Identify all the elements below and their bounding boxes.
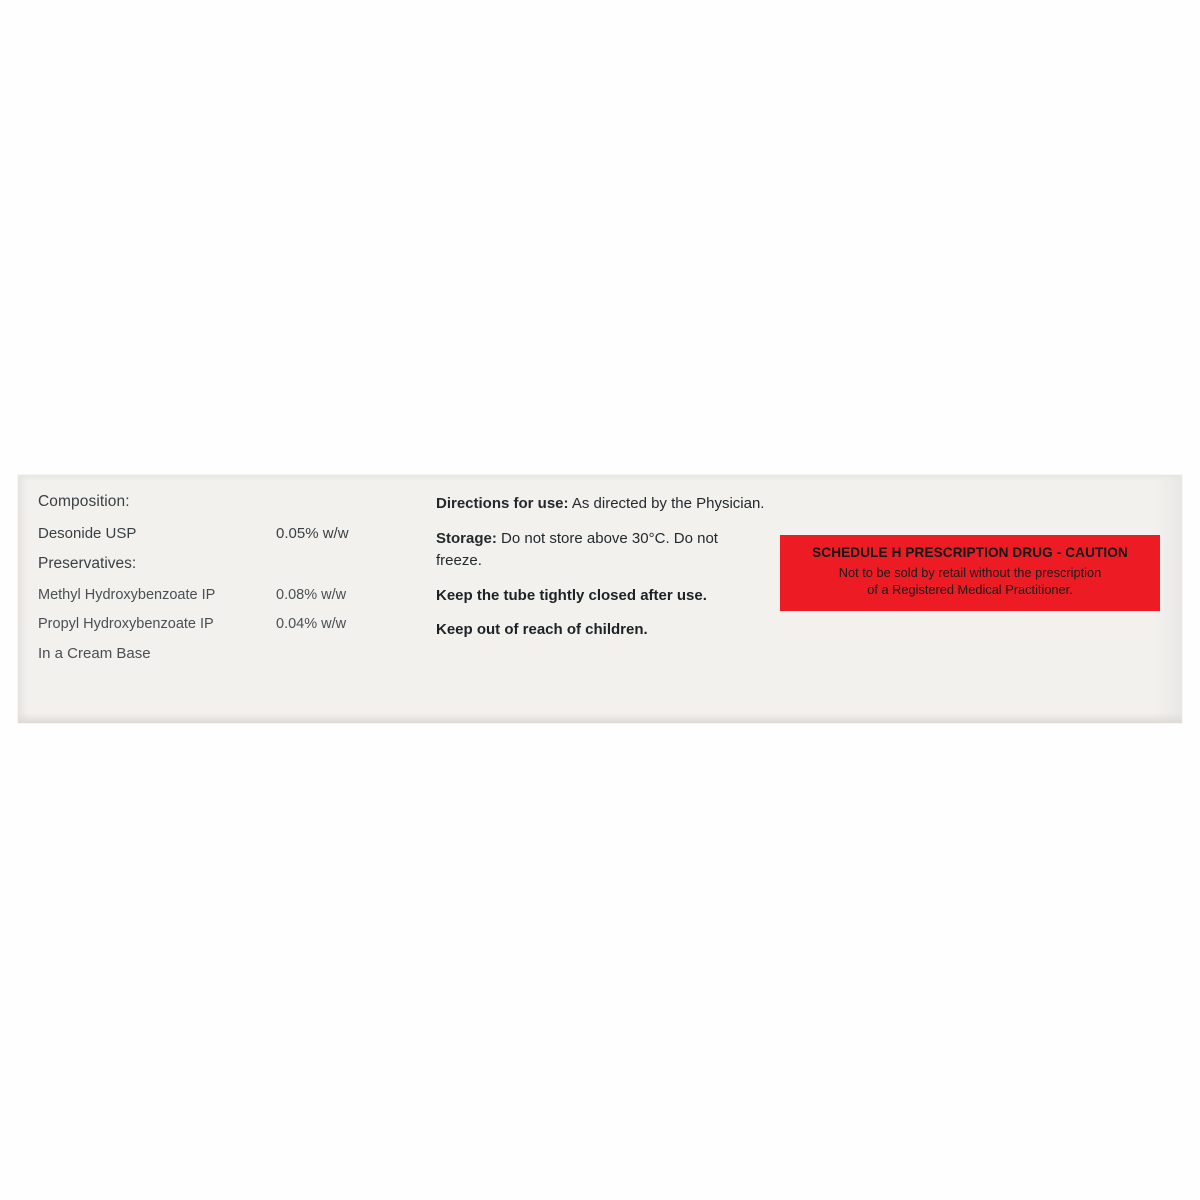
carton-side-panel <box>18 475 1182 723</box>
storage-instructions <box>436 528 766 571</box>
composition-heading: Composition: <box>38 493 130 510</box>
panel-shade-left <box>18 475 28 723</box>
composition-row <box>38 587 418 603</box>
storage-label: Storage: <box>436 530 497 548</box>
composition-section <box>38 493 418 662</box>
composition-row <box>38 616 418 632</box>
cream-base-text: In a Cream Base <box>38 645 151 662</box>
preservative-name: Propyl Hydroxybenzoate IP <box>38 616 214 632</box>
preservative-name: Methyl Hydroxybenzoate IP <box>38 587 216 603</box>
storage-text: Do not store above 30°C. Do not freeze. <box>436 530 718 569</box>
schedule-h-title: SCHEDULE H PRESCRIPTION DRUG - CAUTION <box>812 545 1128 560</box>
directions-for-use-label: Directions for use: <box>436 495 569 512</box>
composition-row <box>38 525 418 542</box>
preservatives-heading: Preservatives: <box>38 555 137 572</box>
directions-for-use <box>436 493 766 514</box>
preservative-strength: 0.04% w/w <box>276 616 347 632</box>
directions-section <box>436 493 766 653</box>
schedule-h-line-1: Not to be sold by retail without the prescription <box>838 565 1102 580</box>
keep-tube-closed-warning: Keep the tube tightly closed after use. <box>436 586 707 604</box>
panel-shade-top <box>18 475 1182 481</box>
keep-out-of-reach-warning: Keep out of reach of children. <box>436 620 648 638</box>
panel-shade-bottom <box>18 713 1182 723</box>
ingredient-strength: 0.05% w/w <box>276 525 349 542</box>
schedule-h-warning-box <box>780 535 1160 611</box>
schedule-h-line-2: of a Registered Medical Practitioner. <box>867 581 1073 597</box>
preservative-strength: 0.08% w/w <box>276 587 347 603</box>
ingredient-name: Desonide USP <box>38 525 137 542</box>
directions-for-use-text: As directed by the Physician. <box>568 495 765 512</box>
